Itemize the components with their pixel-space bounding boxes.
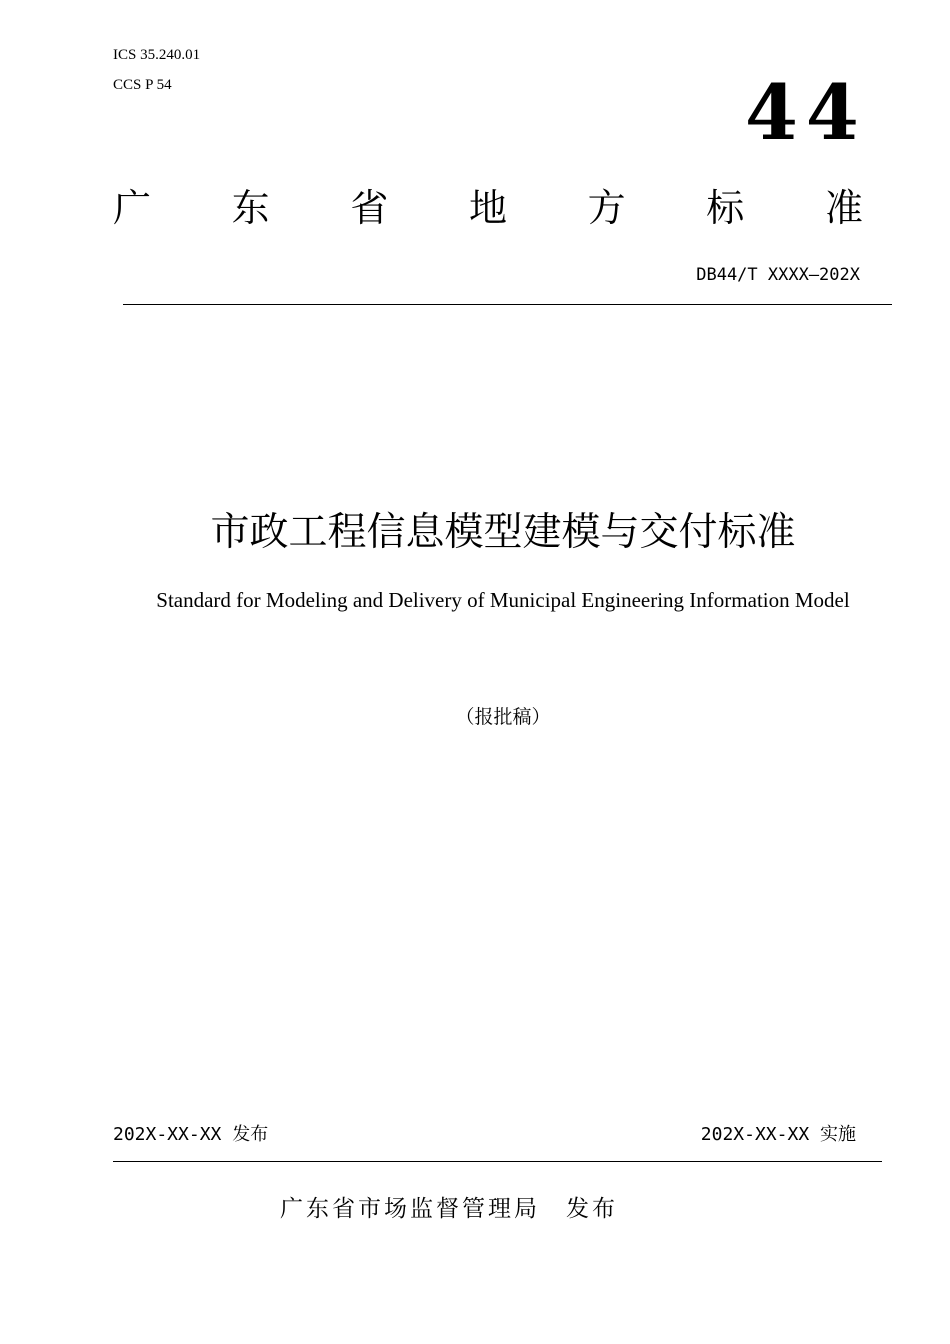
issue-date: 202X-XX-XX 发布 (113, 1124, 269, 1145)
ics-code: ICS 35.240.01 (113, 47, 201, 63)
province-code: 44 (745, 68, 867, 157)
standard-type-char: 地 (468, 186, 507, 230)
implementation-date: 202X-XX-XX 实施 (700, 1124, 856, 1145)
standard-type-char: 准 (824, 186, 863, 230)
document-title-english: Standard for Modeling and Delivery of Municipal Engineering Information Model (156, 588, 850, 612)
header-divider (123, 304, 892, 305)
standard-type-char: 东 (231, 186, 270, 230)
standard-number: DB44/T XXXX—202X (696, 265, 860, 285)
standard-type-char: 广 (113, 186, 152, 230)
document-title-chinese: 市政工程信息模型建模与交付标准 (210, 510, 796, 555)
footer-divider (113, 1161, 882, 1162)
standard-type-char: 方 (587, 186, 626, 230)
publisher: 广东省市场监督管理局 发布 (280, 1196, 618, 1222)
standard-type-char: 标 (706, 186, 745, 230)
ccs-code: CCS P 54 (113, 77, 172, 93)
standard-type-heading (113, 186, 863, 230)
draft-status: （报批稿） (455, 706, 551, 728)
standard-type-char: 省 (350, 186, 389, 230)
